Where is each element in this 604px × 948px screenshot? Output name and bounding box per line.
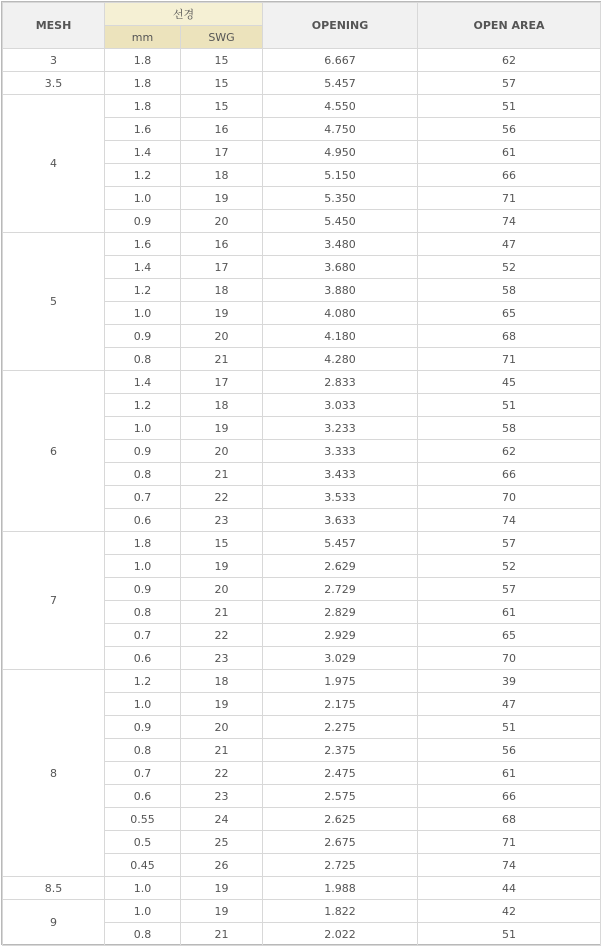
opening-cell: 2.575 [263, 785, 418, 808]
mesh-cell: 8.5 [3, 877, 105, 900]
open-area-cell: 70 [418, 647, 601, 670]
swg-cell: 16 [181, 118, 263, 141]
opening-cell: 5.450 [263, 210, 418, 233]
swg-cell: 20 [181, 578, 263, 601]
opening-cell: 5.457 [263, 532, 418, 555]
mm-cell: 0.8 [105, 601, 181, 624]
mm-cell: 1.0 [105, 302, 181, 325]
open-area-cell: 71 [418, 348, 601, 371]
opening-cell: 2.833 [263, 371, 418, 394]
opening-cell: 3.233 [263, 417, 418, 440]
opening-cell: 1.822 [263, 900, 418, 923]
mm-cell: 0.9 [105, 578, 181, 601]
mesh-cell: 5 [3, 233, 105, 371]
open-area-cell: 58 [418, 417, 601, 440]
swg-cell: 20 [181, 440, 263, 463]
opening-cell: 2.475 [263, 762, 418, 785]
open-area-cell: 61 [418, 601, 601, 624]
mm-cell: 0.6 [105, 509, 181, 532]
mm-cell: 1.4 [105, 256, 181, 279]
mm-cell: 0.9 [105, 210, 181, 233]
swg-cell: 19 [181, 417, 263, 440]
opening-cell: 2.829 [263, 601, 418, 624]
opening-cell: 2.629 [263, 555, 418, 578]
swg-cell: 23 [181, 509, 263, 532]
mm-cell: 1.0 [105, 693, 181, 716]
opening-cell: 2.929 [263, 624, 418, 647]
opening-cell: 4.750 [263, 118, 418, 141]
swg-cell: 19 [181, 555, 263, 578]
mm-cell: 1.8 [105, 95, 181, 118]
swg-cell: 21 [181, 923, 263, 946]
header-mesh: MESH [3, 3, 105, 49]
opening-cell: 3.880 [263, 279, 418, 302]
open-area-cell: 52 [418, 256, 601, 279]
table-row [3, 49, 601, 72]
open-area-cell: 66 [418, 463, 601, 486]
swg-cell: 21 [181, 601, 263, 624]
swg-cell: 19 [181, 693, 263, 716]
mesh-cell: 4 [3, 95, 105, 233]
header-swg: SWG [181, 26, 263, 49]
table-row [3, 72, 601, 95]
table-row [3, 95, 601, 118]
open-area-cell: 57 [418, 578, 601, 601]
open-area-cell: 65 [418, 302, 601, 325]
open-area-cell: 51 [418, 95, 601, 118]
mm-cell: 1.8 [105, 532, 181, 555]
open-area-cell: 71 [418, 831, 601, 854]
open-area-cell: 61 [418, 141, 601, 164]
open-area-cell: 47 [418, 693, 601, 716]
open-area-cell: 70 [418, 486, 601, 509]
swg-cell: 18 [181, 164, 263, 187]
swg-cell: 25 [181, 831, 263, 854]
opening-cell: 1.988 [263, 877, 418, 900]
header-open-area: OPEN AREA [418, 3, 601, 49]
header-mm: mm [105, 26, 181, 49]
open-area-cell: 74 [418, 210, 601, 233]
swg-cell: 15 [181, 532, 263, 555]
opening-cell: 3.333 [263, 440, 418, 463]
opening-cell: 4.180 [263, 325, 418, 348]
mm-cell: 1.0 [105, 877, 181, 900]
opening-cell: 6.667 [263, 49, 418, 72]
mm-cell: 1.0 [105, 555, 181, 578]
opening-cell: 2.625 [263, 808, 418, 831]
swg-cell: 21 [181, 463, 263, 486]
mesh-spec-table [2, 2, 601, 946]
table-row [3, 532, 601, 555]
swg-cell: 22 [181, 762, 263, 785]
open-area-cell: 57 [418, 532, 601, 555]
table-row [3, 670, 601, 693]
opening-cell: 2.275 [263, 716, 418, 739]
table-row [3, 900, 601, 923]
opening-cell: 3.633 [263, 509, 418, 532]
open-area-cell: 68 [418, 808, 601, 831]
swg-cell: 16 [181, 233, 263, 256]
open-area-cell: 66 [418, 785, 601, 808]
mm-cell: 0.8 [105, 463, 181, 486]
swg-cell: 17 [181, 371, 263, 394]
table-row [3, 371, 601, 394]
swg-cell: 20 [181, 325, 263, 348]
mm-cell: 1.4 [105, 371, 181, 394]
swg-cell: 23 [181, 785, 263, 808]
mm-cell: 0.9 [105, 325, 181, 348]
opening-cell: 3.029 [263, 647, 418, 670]
open-area-cell: 44 [418, 877, 601, 900]
swg-cell: 15 [181, 72, 263, 95]
swg-cell: 19 [181, 302, 263, 325]
opening-cell: 2.022 [263, 923, 418, 946]
mm-cell: 0.8 [105, 739, 181, 762]
opening-cell: 3.033 [263, 394, 418, 417]
mm-cell: 1.2 [105, 670, 181, 693]
mm-cell: 1.0 [105, 900, 181, 923]
opening-cell: 5.150 [263, 164, 418, 187]
swg-cell: 18 [181, 670, 263, 693]
opening-cell: 2.175 [263, 693, 418, 716]
opening-cell: 4.950 [263, 141, 418, 164]
mm-cell: 1.6 [105, 118, 181, 141]
swg-cell: 19 [181, 187, 263, 210]
swg-cell: 20 [181, 716, 263, 739]
mm-cell: 0.5 [105, 831, 181, 854]
swg-cell: 17 [181, 256, 263, 279]
open-area-cell: 57 [418, 72, 601, 95]
opening-cell: 2.729 [263, 578, 418, 601]
mesh-cell: 3 [3, 49, 105, 72]
swg-cell: 17 [181, 141, 263, 164]
opening-cell: 4.550 [263, 95, 418, 118]
swg-cell: 19 [181, 877, 263, 900]
opening-cell: 2.725 [263, 854, 418, 877]
mm-cell: 1.2 [105, 164, 181, 187]
open-area-cell: 66 [418, 164, 601, 187]
open-area-cell: 39 [418, 670, 601, 693]
open-area-cell: 74 [418, 854, 601, 877]
open-area-cell: 62 [418, 49, 601, 72]
mm-cell: 1.2 [105, 394, 181, 417]
mm-cell: 0.8 [105, 923, 181, 946]
open-area-cell: 65 [418, 624, 601, 647]
mm-cell: 1.8 [105, 49, 181, 72]
swg-cell: 22 [181, 486, 263, 509]
table-body [3, 49, 601, 946]
open-area-cell: 51 [418, 394, 601, 417]
opening-cell: 3.533 [263, 486, 418, 509]
open-area-cell: 56 [418, 118, 601, 141]
open-area-cell: 58 [418, 279, 601, 302]
header-wire-diameter: 선경 [105, 3, 263, 26]
mm-cell: 1.2 [105, 279, 181, 302]
open-area-cell: 45 [418, 371, 601, 394]
open-area-cell: 68 [418, 325, 601, 348]
opening-cell: 4.280 [263, 348, 418, 371]
mm-cell: 1.0 [105, 187, 181, 210]
swg-cell: 21 [181, 348, 263, 371]
open-area-cell: 51 [418, 716, 601, 739]
swg-cell: 19 [181, 900, 263, 923]
mesh-cell: 3.5 [3, 72, 105, 95]
mm-cell: 0.8 [105, 348, 181, 371]
mesh-cell: 8 [3, 670, 105, 877]
open-area-cell: 56 [418, 739, 601, 762]
swg-cell: 21 [181, 739, 263, 762]
open-area-cell: 62 [418, 440, 601, 463]
mm-cell: 0.9 [105, 440, 181, 463]
mesh-cell: 6 [3, 371, 105, 532]
mm-cell: 1.0 [105, 417, 181, 440]
mesh-cell: 9 [3, 900, 105, 946]
mm-cell: 0.7 [105, 486, 181, 509]
mm-cell: 0.7 [105, 762, 181, 785]
opening-cell: 2.375 [263, 739, 418, 762]
mm-cell: 1.8 [105, 72, 181, 95]
swg-cell: 15 [181, 49, 263, 72]
opening-cell: 2.675 [263, 831, 418, 854]
swg-cell: 22 [181, 624, 263, 647]
swg-cell: 24 [181, 808, 263, 831]
table-row [3, 233, 601, 256]
swg-cell: 20 [181, 210, 263, 233]
header-opening: OPENING [263, 3, 418, 49]
opening-cell: 5.350 [263, 187, 418, 210]
opening-cell: 3.433 [263, 463, 418, 486]
opening-cell: 1.975 [263, 670, 418, 693]
mm-cell: 1.6 [105, 233, 181, 256]
opening-cell: 5.457 [263, 72, 418, 95]
open-area-cell: 52 [418, 555, 601, 578]
open-area-cell: 47 [418, 233, 601, 256]
open-area-cell: 71 [418, 187, 601, 210]
mm-cell: 0.6 [105, 785, 181, 808]
swg-cell: 18 [181, 279, 263, 302]
mesh-cell: 7 [3, 532, 105, 670]
open-area-cell: 51 [418, 923, 601, 946]
swg-cell: 26 [181, 854, 263, 877]
opening-cell: 4.080 [263, 302, 418, 325]
opening-cell: 3.680 [263, 256, 418, 279]
swg-cell: 15 [181, 95, 263, 118]
open-area-cell: 42 [418, 900, 601, 923]
mm-cell: 0.9 [105, 716, 181, 739]
mm-cell: 1.4 [105, 141, 181, 164]
open-area-cell: 61 [418, 762, 601, 785]
mm-cell: 0.45 [105, 854, 181, 877]
mm-cell: 0.6 [105, 647, 181, 670]
opening-cell: 3.480 [263, 233, 418, 256]
open-area-cell: 74 [418, 509, 601, 532]
table-header [3, 3, 601, 49]
mm-cell: 0.7 [105, 624, 181, 647]
swg-cell: 18 [181, 394, 263, 417]
swg-cell: 23 [181, 647, 263, 670]
mm-cell: 0.55 [105, 808, 181, 831]
table-row [3, 877, 601, 900]
